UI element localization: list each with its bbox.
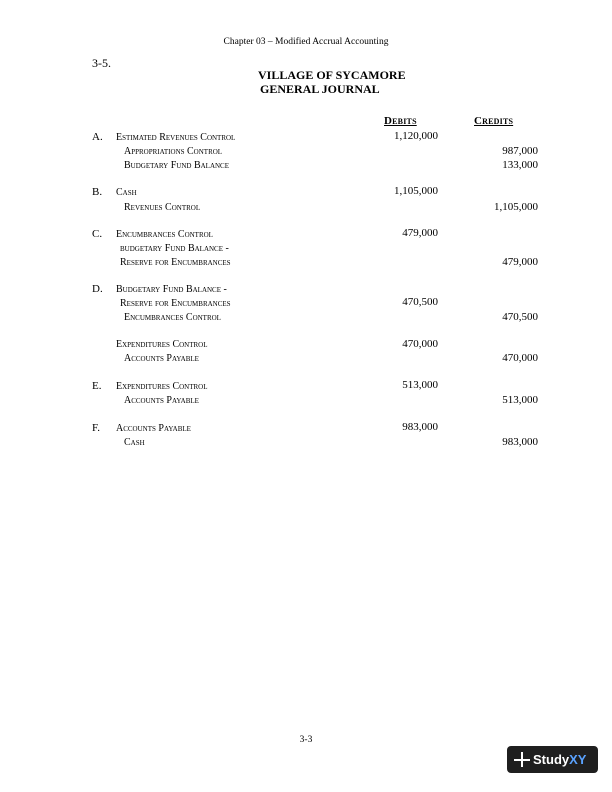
account-name: Cash bbox=[124, 437, 145, 448]
debit-amount: 983,000 bbox=[402, 421, 438, 433]
account-name: Budgetary Fund Balance - bbox=[116, 284, 227, 295]
account-name: Accounts Payable bbox=[116, 423, 191, 434]
journal-title: GENERAL JOURNAL bbox=[260, 82, 380, 96]
company-title: VILLAGE OF SYCAMORE bbox=[258, 68, 406, 82]
studyxy-badge[interactable] bbox=[507, 746, 598, 773]
account-name: Accounts Payable bbox=[124, 395, 199, 406]
debit-amount: 479,000 bbox=[402, 227, 438, 239]
brand-name: Study bbox=[533, 752, 570, 767]
credit-amount: 470,500 bbox=[502, 311, 538, 323]
entry-letter: C. bbox=[92, 228, 103, 240]
entry-letter: B. bbox=[92, 186, 103, 198]
entry-letter: D. bbox=[92, 283, 103, 295]
entry-letter: A. bbox=[92, 131, 103, 143]
plus-icon bbox=[511, 746, 533, 773]
debit-amount: 470,000 bbox=[402, 338, 438, 350]
account-name: Encumbrances Control bbox=[124, 312, 221, 323]
credit-amount: 983,000 bbox=[502, 436, 538, 448]
debits-column-header: Debits bbox=[384, 115, 417, 127]
credit-amount: 513,000 bbox=[502, 394, 538, 406]
entry-letter: E. bbox=[92, 380, 102, 392]
page-header: Chapter 03 – Modified Accrual Accounting bbox=[223, 37, 389, 47]
account-name: Reserve for Encumbrances bbox=[120, 257, 231, 268]
account-name: Budgetary Fund Balance bbox=[124, 160, 230, 171]
entry-letter: F. bbox=[92, 422, 100, 434]
account-name: Revenues Control bbox=[124, 202, 201, 213]
account-name: Encumbrances Control bbox=[116, 229, 213, 240]
account-name: Cash bbox=[116, 187, 137, 198]
credit-amount: 479,000 bbox=[502, 256, 538, 268]
debit-amount: 1,120,000 bbox=[394, 130, 438, 142]
account-name: Appropriations Control bbox=[124, 146, 223, 157]
credit-amount: 470,000 bbox=[502, 352, 538, 364]
credit-amount: 133,000 bbox=[502, 159, 538, 171]
brand-accent: XY bbox=[569, 752, 587, 767]
credit-amount: 987,000 bbox=[502, 145, 538, 157]
account-name: Reserve for Encumbrances bbox=[120, 298, 231, 309]
credit-amount: 1,105,000 bbox=[494, 201, 538, 213]
account-name: budgetary Fund Balance - bbox=[120, 243, 229, 254]
page-number: 3-3 bbox=[299, 735, 313, 745]
account-name: Expenditures Control bbox=[116, 381, 208, 392]
account-name: Estimated Revenues Control bbox=[116, 132, 236, 143]
debit-amount: 513,000 bbox=[402, 379, 438, 391]
credits-column-header: Credits bbox=[474, 115, 514, 127]
debit-amount: 1,105,000 bbox=[394, 185, 438, 197]
debit-amount: 470,500 bbox=[402, 296, 438, 308]
account-name: Expenditures Control bbox=[116, 339, 208, 350]
problem-number: 3-5. bbox=[92, 56, 111, 70]
account-name: Accounts Payable bbox=[124, 353, 199, 364]
